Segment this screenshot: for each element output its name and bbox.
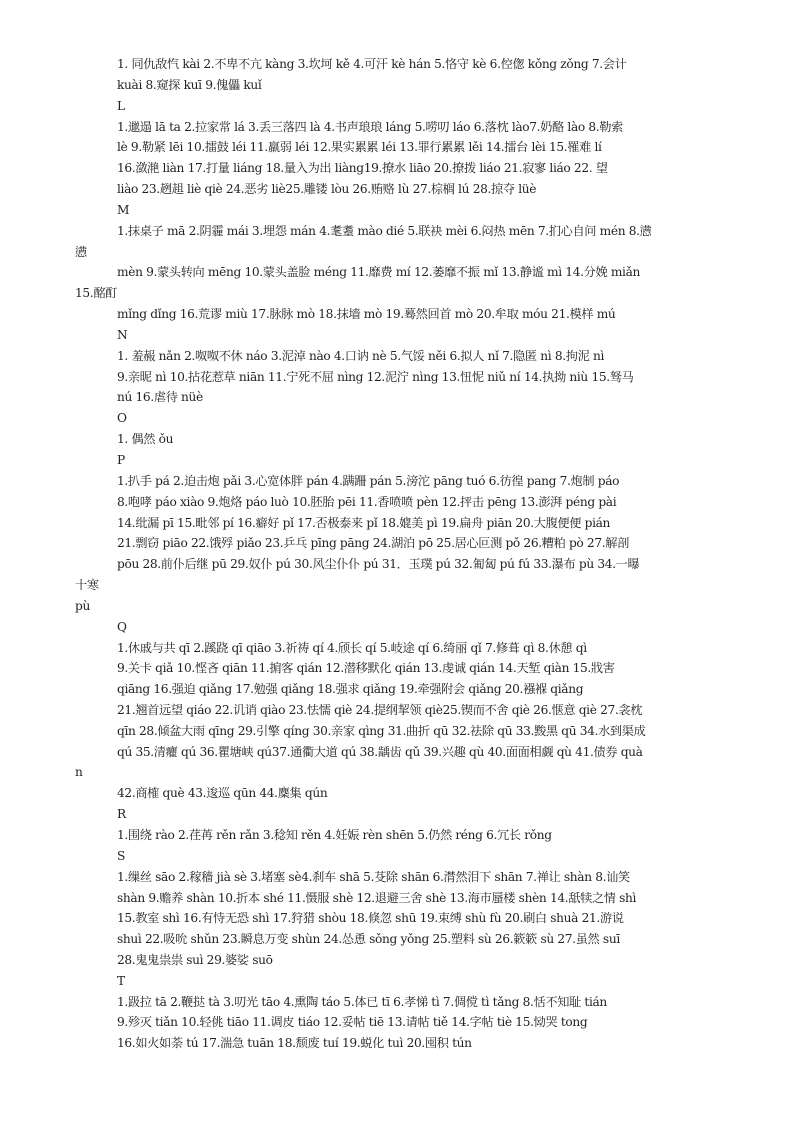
text-line: liào 23.趔趄 liè qiè 24.恶劣 liè25.雕镂 lòu 26.贿赂 lù 27.棕榈 lú 28.掠夺 lüè (117, 181, 537, 196)
text-line: qīn 28.倾盆大雨 qīng 29.引擎 qíng 30.亲家 qìng 31.曲折 qū 32.祛除 qū 33.黢黑 qū 34.水到渠成 (117, 723, 646, 738)
text-line: 8.咆哮 páo xiào 9.炮烙 páo luò 10.胚胎 pēi 11.香喷喷 pèn 12.抨击 pēng 13.澎湃 péng pài (117, 494, 617, 509)
text-line: 9.关卡 qiǎ 10.悭吝 qiān 11.掮客 qián 12.潜移默化 qián 13.虔诚 qián 14.天堑 qiàn 15.戕害 (117, 661, 615, 676)
section-heading-s: S (117, 848, 125, 863)
section-heading-n: N (117, 327, 128, 342)
text-line: mèn 9.蒙头转向 mēng 10.蒙头盖脸 méng 11.靡费 mí 12.萎靡不振 mǐ 13.静谧 mì 14.分娩 miǎn (117, 265, 640, 280)
pronunciation-list (75, 54, 723, 1054)
text-line: 1. 偶然 ǒu (117, 432, 174, 447)
section-heading-l: L (117, 98, 125, 113)
text-line: 1.围绕 rào 2.荏苒 rěn rǎn 3.稔知 rěn 4.妊娠 rèn shēn 5.仍然 réng 6.冗长 rǒng (117, 827, 552, 842)
text-line: 9.殄灭 tiǎn 10.轻佻 tiāo 11.调皮 tiáo 12.妥帖 tiē 13.请帖 tiě 14.字帖 tiè 15.恸哭 tong (117, 1015, 588, 1030)
section-heading-t: T (117, 973, 125, 988)
text-line-wrapped: 15.酩酊 (75, 286, 118, 301)
text-line-wrapped: n (75, 765, 83, 780)
text-line: 21.翘首远望 qiáo 22.讥诮 qiào 23.怯懦 qiè 24.提纲挈领 qiè25.锲而不舍 qiè 26.惬意 qiè 27.衾枕 (117, 702, 643, 717)
text-line: 28.鬼鬼祟祟 suì 29.婆娑 suō (117, 952, 273, 967)
text-line-wrapped: 十寒 (75, 577, 99, 592)
text-line: 1.休戚与共 qī 2.蹊跷 qī qiāo 3.祈祷 qí 4.颀长 qí 5.岐途 qí 6.绮丽 qǐ 7.修葺 qì 8.休憩 qì (117, 640, 587, 655)
section-heading-p: P (117, 452, 125, 467)
text-line: 15.教室 shì 16.有恃无恐 shì 17.狩猎 shòu 18.倏忽 shū 19.束缚 shù fù 20.刷白 shuà 21.游说 (117, 911, 624, 926)
text-line: 1. 同仇敌忾 kài 2.不卑不亢 kàng 3.坎坷 kě 4.可汗 kè hán 5.恪守 kè 6.倥偬 kǒng zǒng 7.会计 (117, 57, 627, 71)
section-heading-q: Q (117, 619, 127, 634)
text-line: 14.纰漏 pī 15.毗邻 pí 16.癖好 pǐ 17.否极泰来 pǐ 18.媲美 pì 19.扁舟 piān 20.大腹便便 pián (117, 515, 611, 530)
text-line: 16.潋滟 liàn 17.打量 liáng 18.量入为出 liàng19.撩水 liāo 20.撩拨 liáo 21.寂寥 liáo 22. 望 (117, 161, 608, 176)
text-line: 1.缫丝 sāo 2.稼穑 jià sè 3.堵塞 sè4.刹车 shā 5.芟除 shān 6.潸然泪下 shān 7.禅让 shàn 8.讪笑 (117, 869, 630, 884)
text-line: 1.抹桌子 mā 2.阴霾 mái 3.埋怨 mán 4.耄耋 mào dié 5.联袂 mèi 6.闷热 mēn 7.扪心自问 mén 8.懑 (117, 223, 652, 238)
text-line: 1.扒手 pá 2.迫击炮 pǎi 3.心宽体胖 pán 4.蹒跚 pán 5.滂沱 pāng tuó 6.彷徨 pang 7.炮制 páo (117, 473, 620, 488)
text-line: lè 9.勒紧 lēi 10.擂鼓 léi 11.羸弱 léi 12.果实累累 léi 13.罪行累累 lěi 14.擂台 lèi 15.罹难 lí (117, 140, 602, 155)
text-line: qú 35.清癯 qú 36.瞿塘峡 qú37.通衢大道 qú 38.龋齿 qǔ 39.兴趣 qù 40.面面相觑 qù 41.债券 quà (117, 744, 643, 759)
text-line: 16.如火如荼 tú 17.湍急 tuān 18.颓废 tuí 19.蜕化 tuì 20.囤积 tún (117, 1036, 472, 1051)
text-line: 1. 羞赧 nǎn 2.呶呶不休 náo 3.泥淖 nào 4.口讷 nè 5.气馁 něi 6.拟人 nǐ 7.隐匿 nì 8.拘泥 nì (117, 348, 605, 363)
text-line: 1.邋遢 lā ta 2.拉家常 lá 3.丢三落四 là 4.书声琅琅 láng 5.唠叨 láo 6.落枕 lào7.奶酪 lào 8.勒索 (117, 119, 623, 134)
text-line: qiāng 16.强迫 qiǎng 17.勉强 qiǎng 18.强求 qiǎng 19.牵强附会 qiǎng 20.襁褓 qiǎng (117, 682, 584, 697)
text-line: 9.亲昵 nì 10.拈花惹草 niān 11.宁死不屈 nìng 12.泥泞 nìng 13.忸怩 niǔ ní 14.执拗 niù 15.驽马 (117, 369, 634, 384)
text-line: shàn 9.赡养 shàn 10.折本 shé 11.慑服 shè 12.退避三舍 shè 13.海市蜃楼 shèn 14.舐犊之情 shì (117, 890, 637, 905)
text-line: 21.剽窃 piāo 22.饿殍 piǎo 23.乒乓 pīng pāng 24.湖泊 pō 25.居心叵测 pǒ 26.糟粕 pò 27.解剖 (117, 536, 629, 551)
text-line: shuì 22.吸吮 shǔn 23.瞬息万变 shùn 24.怂恿 sǒng yǒng 25.塑料 sù 26.簌簌 sù 27.虽然 suī (117, 932, 620, 947)
section-heading-o: O (117, 411, 127, 426)
section-heading-m: M (117, 202, 130, 217)
text-line: nú 16.虐待 nüè (117, 390, 203, 405)
section-heading-r: R (117, 806, 126, 821)
text-line-wrapped: 懑 (75, 244, 87, 259)
text-line-wrapped: pù (75, 598, 90, 613)
text-line: 1.趿拉 tā 2.鞭挞 tà 3.叨光 tāo 4.熏陶 táo 5.体已 tī 6.孝悌 tì 7.倜傥 tì tǎng 8.恬不知耻 tián (117, 994, 607, 1009)
text-line: kuài 8.窥探 kuī 9.傀儡 kuǐ (117, 77, 262, 92)
text-line: 42.商榷 què 43.逡巡 qūn 44.麇集 qún (117, 786, 328, 801)
text-line: mǐng dǐng 16.荒谬 miù 17.脉脉 mò 18.抹墙 mò 19.蓦然回首 mò 20.牟取 móu 21.模样 mú (117, 306, 616, 321)
text-line: pōu 28.前仆后继 pū 29.奴仆 pú 30.风尘仆仆 pú 31．玉璞 pú 32.匍匐 pú fú 33.瀑布 pù 34.一曝 (117, 557, 640, 572)
